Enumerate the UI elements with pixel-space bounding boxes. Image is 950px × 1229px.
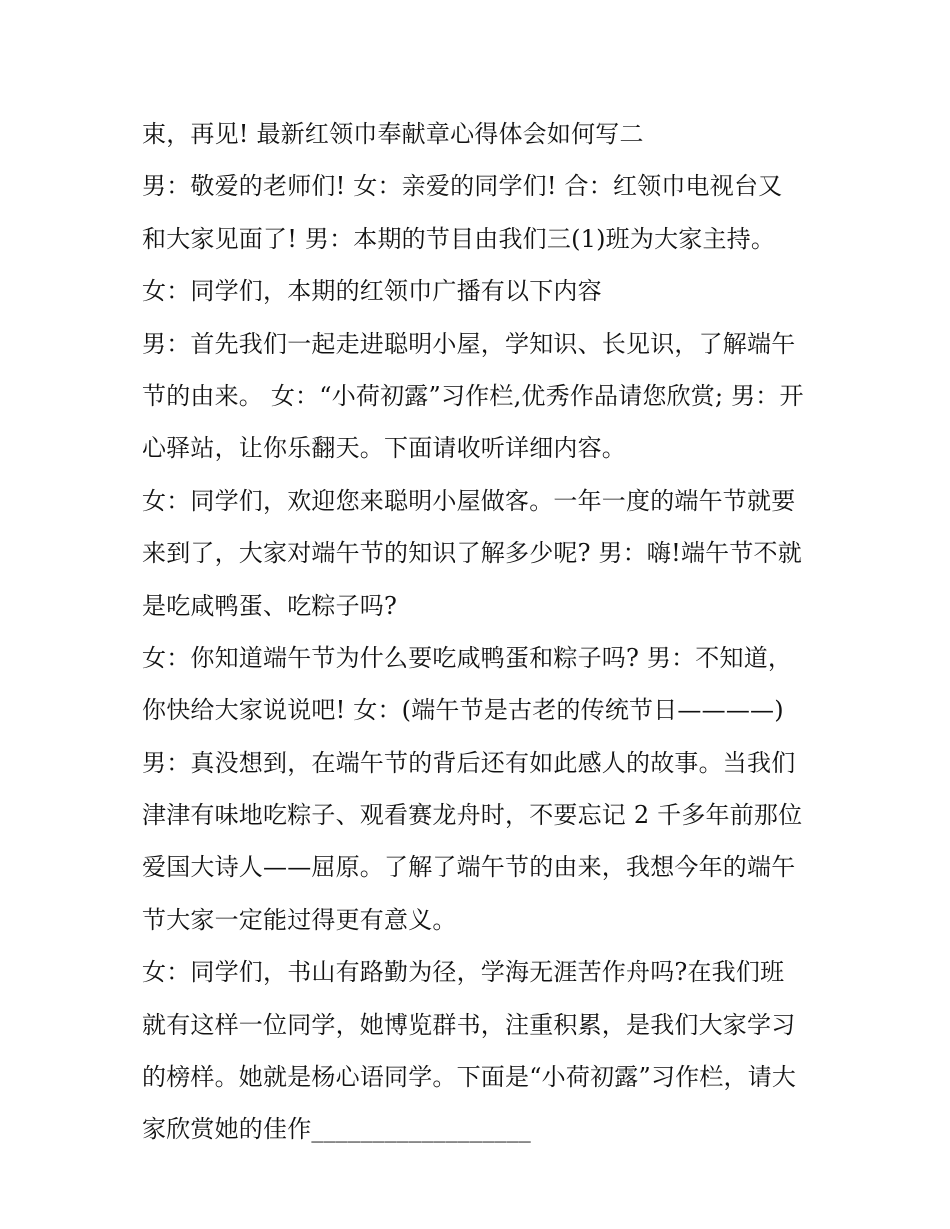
text-line: 你快给大家说说吧! 女：(端午节是古老的传统节日————)	[142, 696, 784, 725]
text-line: 节的由来。 女：“小荷初露”习作栏,优秀作品请您欣赏; 男：开	[142, 381, 804, 410]
text-line: 来到了，大家对端午节的知识了解多少呢? 男：嗨!端午节不就	[142, 539, 802, 568]
document-body	[142, 108, 822, 1156]
text-line: 男：真没想到，在端午节的背后还有如此感人的故事。当我们	[142, 748, 796, 777]
text-line: 节大家一定能过得更有意义。	[142, 905, 457, 934]
text-line: 就有这样一位同学，她博览群书，注重积累，是我们大家学习	[142, 1010, 796, 1039]
text-line: 女：同学们，书山有路勤为径，学海无涯苦作舟吗?在我们班	[142, 958, 785, 987]
text-line: 和大家见面了! 男：本期的节目由我们三(1)班为大家主持。	[142, 224, 776, 253]
text-line: 男：敬爱的老师们! 女：亲爱的同学们! 合：红领巾电视台又	[142, 172, 783, 201]
text-line: 女：你知道端午节为什么要吃咸鸭蛋和粽子吗? 男：不知道，	[142, 643, 793, 672]
text-line: 的榜样。她就是杨心语同学。下面是“小荷初露”习作栏，请大	[142, 1063, 797, 1092]
text-line: 家欣赏她的佳作__________________	[142, 1115, 531, 1144]
text-line: 是吃咸鸭蛋、吃粽子吗?	[142, 591, 398, 620]
text-line: 男：首先我们一起走进聪明小屋，学知识、长见识，了解端午	[142, 329, 796, 358]
text-line: 女：同学们，欢迎您来聪明小屋做客。一年一度的端午节就要	[142, 486, 796, 515]
text-line: 束，再见! 最新红领巾奉献章心得体会如何写二	[142, 120, 644, 148]
text-line: 爱国大诗人——屈原。了解了端午节的由来，我想今年的端午	[142, 853, 796, 882]
text-line: 女：同学们，本期的红领巾广播有以下内容	[142, 277, 602, 306]
text-line: 心驿站，让你乐翻天。下面请收听详细内容。	[142, 434, 626, 463]
text-line: 津津有味地吃粽子、观看赛龙舟时，不要忘记 2 千多年前那位	[142, 801, 803, 830]
